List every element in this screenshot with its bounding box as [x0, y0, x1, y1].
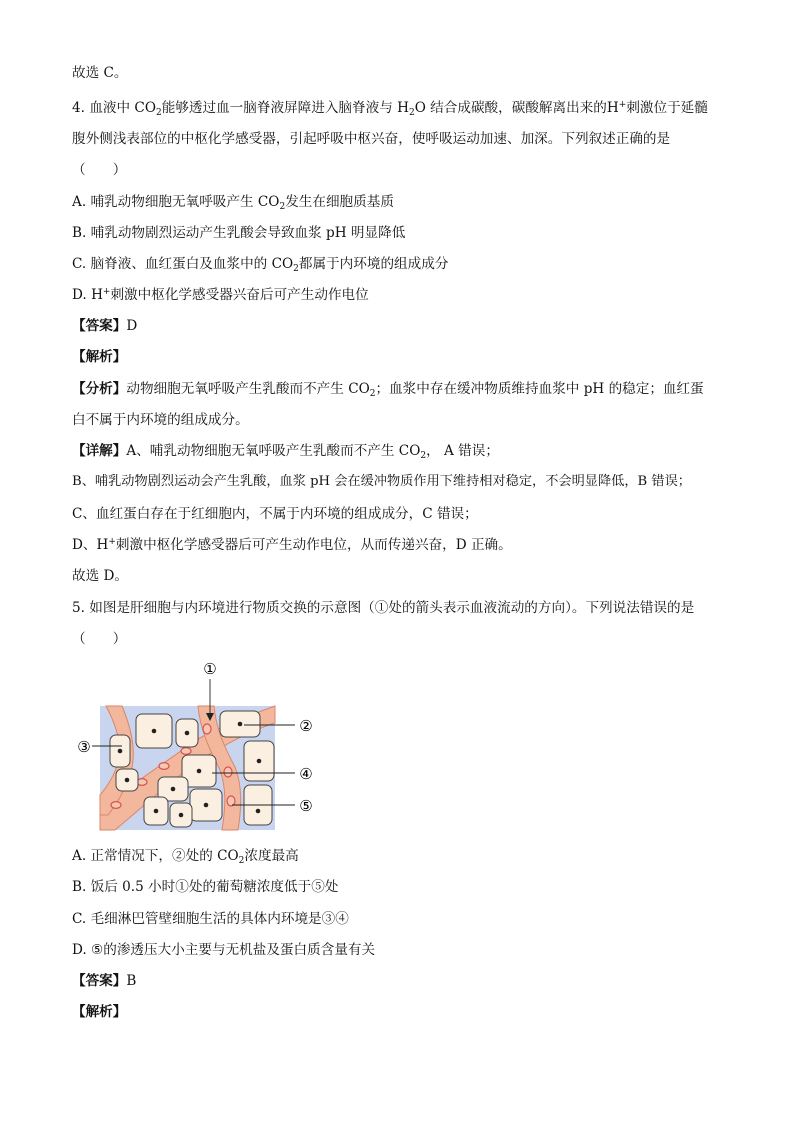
question-5-blank: （ ）	[72, 631, 127, 647]
question-4-blank: （ ）	[72, 162, 127, 178]
nucleus	[204, 803, 209, 808]
analysis-heading: 【解析】	[72, 349, 127, 365]
label-3: ③	[77, 738, 91, 756]
q5-option-b: B. 饭后 0.5 小时①处的葡萄糖浓度低于⑤处	[72, 879, 339, 895]
fenxi-line-1: 【分析】动物细胞无氧呼吸产生乳酸而不产生 $CO_2$；血浆中存在缓冲物质维持血浆中 pH 的稳定；血红蛋	[72, 381, 704, 399]
label-1: ①	[203, 660, 217, 678]
question-4-stem: 4. 血液中 $CO_2$能够透过血一脑脊液屏障进入脑脊液与 $H_2O$ 结合成碳酸，碳酸解离出来的H+刺激位于延髓	[72, 100, 708, 118]
q5-analysis-heading: 【解析】	[72, 1004, 127, 1020]
q5-option-a: A. 正常情况下，②处的 $CO_2$浓度最高	[72, 848, 299, 866]
nucleus	[152, 729, 157, 734]
xiangjie-line-2: B、哺乳动物剧烈运动会产生乳酸，血浆 pH 会在缓冲物质作用下维持相对稳定，不会明显降低，B 错误；	[72, 474, 691, 489]
option-d: D. H+刺激中枢化学感受器兴奋后可产生动作电位	[72, 287, 369, 303]
nucleus	[154, 809, 159, 814]
nucleus	[118, 749, 123, 754]
nucleus	[171, 787, 176, 792]
nucleus	[256, 809, 261, 814]
option-b: B. 哺乳动物剧烈运动产生乳酸会导致血浆 pH 明显降低	[72, 225, 406, 241]
option-c: C. 脑脊液、血红蛋白及血浆中的 $CO_2$都属于内环境的组成成分	[72, 256, 449, 274]
q5-answer-line: 【答案】B	[72, 973, 137, 989]
label-2: ②	[299, 717, 313, 735]
fenxi-line-2: 白不属于内环境的组成成分。	[72, 412, 249, 428]
label-4: ④	[299, 765, 313, 783]
red-blood-cell	[159, 763, 169, 770]
red-blood-cell	[111, 802, 121, 809]
xiangjie-line-3: C、血红蛋白存在于红细胞内，不属于内环境的组成成分，C 错误；	[72, 506, 478, 522]
q5-option-c: C. 毛细淋巴管壁细胞生活的具体内环境是③④	[72, 911, 349, 927]
text-line: 故选 D。	[72, 568, 129, 584]
q5-option-d: D. ⑤的渗透压大小主要与无机盐及蛋白质含量有关	[72, 942, 376, 958]
nucleus	[197, 769, 202, 774]
xiangjie-line-1: 【详解】A、哺乳动物细胞无氧呼吸产生乳酸而不产生 $CO_2$， A 错误；	[72, 443, 499, 461]
nucleus	[179, 813, 184, 818]
nucleus	[125, 778, 130, 783]
text-line: 故选 C。	[72, 65, 128, 81]
answer-line: 【答案】D	[72, 318, 138, 334]
red-blood-cell	[224, 767, 232, 777]
question-4-stem-line2: 腹外侧浅表部位的中枢化学感受器，引起呼吸中枢兴奋，使呼吸运动加速、加深。下列叙述正确的是	[72, 131, 671, 147]
nucleus	[185, 731, 190, 736]
red-blood-cell	[227, 796, 235, 806]
red-blood-cell	[181, 748, 191, 755]
label-5: ⑤	[299, 797, 313, 815]
red-blood-cell	[203, 724, 211, 734]
option-a: A. 哺乳动物细胞无氧呼吸产生 $CO_2$发生在细胞质基质	[72, 194, 394, 212]
nucleus	[238, 722, 243, 727]
nucleus	[257, 759, 262, 764]
question-5-stem: 5. 如图是肝细胞与内环境进行物质交换的示意图（①处的箭头表示血液流动的方向）。下列说法错误的是	[72, 600, 695, 616]
xiangjie-line-4: D、H+刺激中枢化学感受器后可产生动作电位，从而传递兴奋，D 正确。	[72, 537, 512, 553]
liver-cell-exchange-diagram	[70, 655, 330, 835]
